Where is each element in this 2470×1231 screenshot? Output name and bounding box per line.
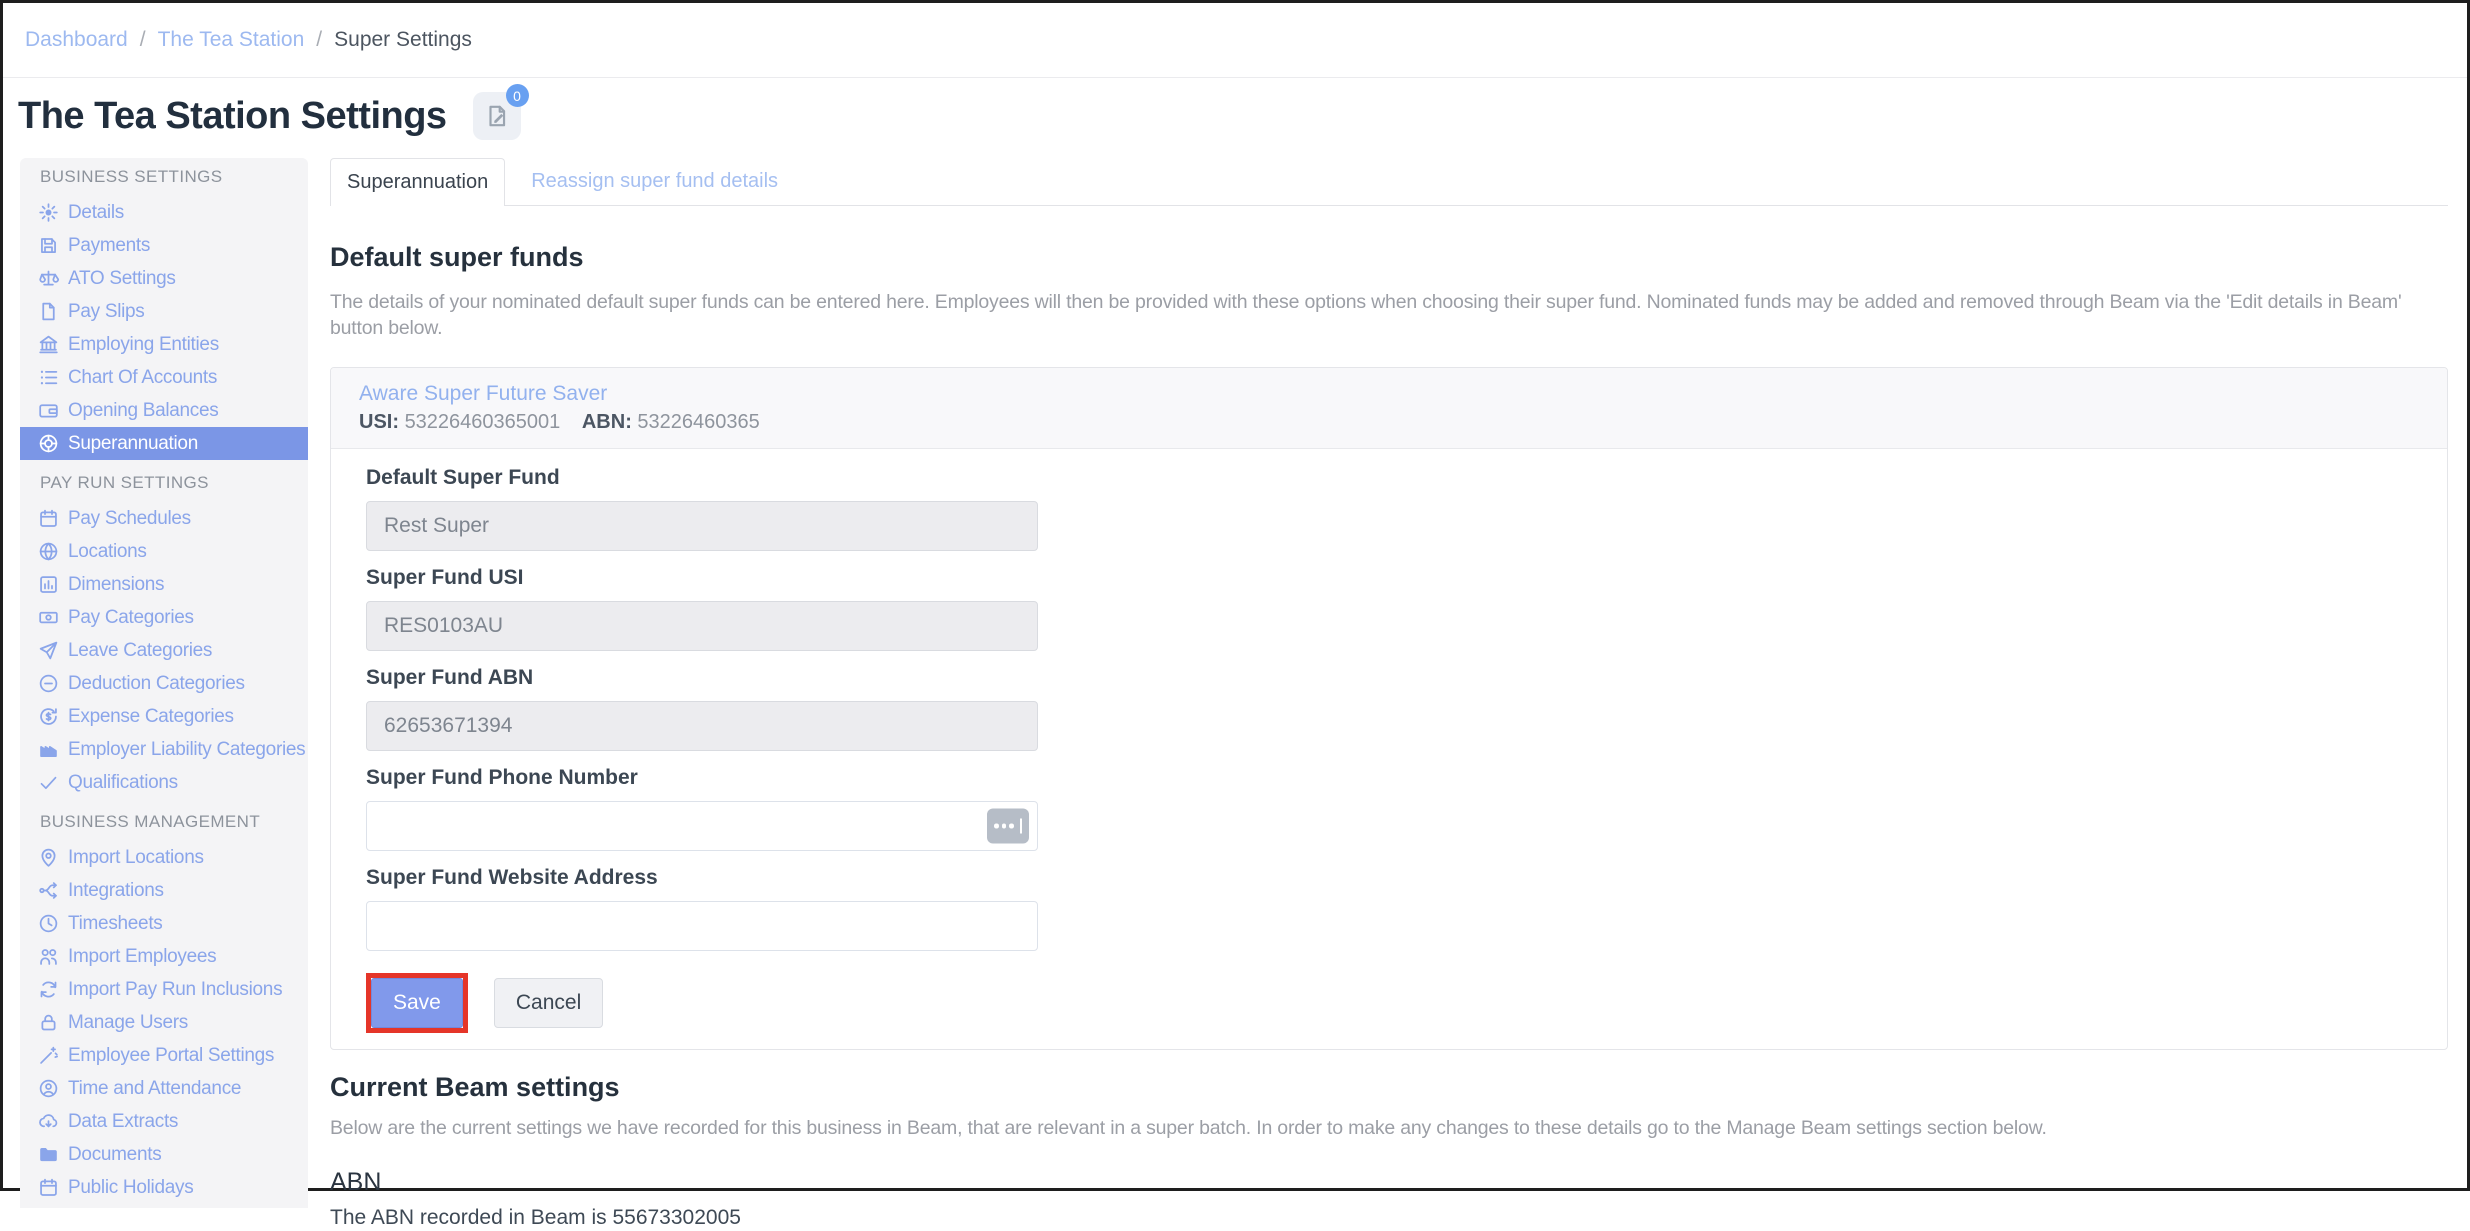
- lock-icon: [38, 1012, 59, 1033]
- sidebar-item-label: Public Holidays: [68, 1176, 194, 1198]
- sidebar-item-pay-schedules[interactable]: [20, 502, 308, 535]
- sidebar-item-documents[interactable]: [20, 1138, 308, 1171]
- sidebar-item-label: Integrations: [68, 879, 164, 901]
- sidebar-item-label: Import Locations: [68, 846, 204, 868]
- sidebar-item-label: Timesheets: [68, 912, 163, 934]
- default-super-funds-description: The details of your nominated default super funds can be entered here. Employees will then be provided with these options when choosing their super fund. Nominated funds may be added and removed through Beam via the 'Edit details in Beam' button below.: [330, 291, 2402, 339]
- sidebar-section-business-settings: [20, 166, 308, 460]
- sidebar-item-locations[interactable]: [20, 535, 308, 568]
- current-beam-settings-description: Below are the current settings we have recorded for this business in Beam, that are relevant in a super batch. In order to make any changes to these details go to the Manage Beam settings section below.: [330, 1117, 2047, 1139]
- fund-panel-body: [331, 449, 2447, 1049]
- breadcrumb-separator: /: [316, 28, 323, 51]
- super-fund-usi-input: [366, 601, 1038, 651]
- sidebar-item-leave-categories[interactable]: [20, 634, 308, 667]
- sidebar-item-label: Documents: [68, 1143, 162, 1165]
- document-edit-icon: [484, 103, 510, 129]
- super-fund-website-address-input[interactable]: [366, 901, 1038, 951]
- sidebar-item-ato-settings[interactable]: [20, 262, 308, 295]
- bar-chart-icon: [38, 574, 59, 595]
- minus-circle-icon: [38, 673, 59, 694]
- abn-value: 53226460365: [637, 411, 760, 433]
- notes-button[interactable]: [473, 87, 521, 140]
- sidebar-item-label: Payments: [68, 234, 151, 256]
- default-super-fund-input: [366, 501, 1038, 551]
- sidebar-item-deduction-categories[interactable]: [20, 667, 308, 700]
- sidebar-item-payments[interactable]: [20, 229, 308, 262]
- sidebar-item-import-employees[interactable]: [20, 940, 308, 973]
- sidebar-item-label: Leave Categories: [68, 639, 213, 661]
- file-icon: [38, 301, 59, 322]
- sidebar-item-label: Employing Entities: [68, 333, 219, 355]
- sidebar-item-employing-entities[interactable]: [20, 328, 308, 361]
- sidebar-item-label: Expense Categories: [68, 705, 234, 727]
- sidebar-item-import-pay-run-inclusions[interactable]: [20, 973, 308, 1006]
- floppy-icon: [38, 235, 59, 256]
- sidebar-item-label: Details: [68, 201, 124, 223]
- folder-icon: [38, 1144, 59, 1165]
- sidebar-item-employer-liability-categories[interactable]: [20, 733, 308, 766]
- sidebar-item-label: Import Employees: [68, 945, 217, 967]
- cloud-download-icon: [38, 1111, 59, 1132]
- tab-bar: [330, 158, 2448, 206]
- abn-label: ABN:: [581, 411, 632, 433]
- sidebar-item-label: Import Pay Run Inclusions: [68, 978, 283, 1000]
- sidebar-item-pay-slips[interactable]: [20, 295, 308, 328]
- sidebar-item-label: Data Extracts: [68, 1110, 179, 1132]
- check-icon: [38, 772, 59, 793]
- super-fund-phone-number-label: Super Fund Phone Number: [366, 766, 638, 789]
- sidebar-item-label: Superannuation: [68, 432, 198, 454]
- sidebar-item-label: Dimensions: [68, 573, 165, 595]
- breadcrumb-dashboard[interactable]: Dashboard: [25, 28, 128, 51]
- sidebar-item-data-extracts[interactable]: [20, 1105, 308, 1138]
- page-header: [3, 78, 2467, 140]
- calendar-icon: [38, 508, 59, 529]
- factory-icon: [38, 739, 59, 760]
- field-super-fund-abn: [366, 665, 2413, 751]
- person-circle-icon: [38, 1078, 59, 1099]
- sidebar-item-label: Pay Slips: [68, 300, 145, 322]
- sidebar-item-expense-categories[interactable]: [20, 700, 308, 733]
- sidebar-item-superannuation[interactable]: [20, 427, 308, 460]
- breadcrumb-the-tea-station[interactable]: The Tea Station: [157, 28, 305, 51]
- bank-icon: [38, 334, 59, 355]
- save-button[interactable]: Save: [371, 978, 463, 1028]
- gear-icon: [38, 202, 59, 223]
- banknote-icon: [38, 607, 59, 628]
- input-mask-icon: [987, 809, 1029, 844]
- sidebar-item-label: Pay Categories: [68, 606, 194, 628]
- sidebar-item-chart-of-accounts[interactable]: [20, 361, 308, 394]
- sidebar-item-integrations[interactable]: [20, 874, 308, 907]
- branch-icon: [38, 880, 59, 901]
- sidebar-item-label: Chart Of Accounts: [68, 366, 218, 388]
- super-fund-abn-label: Super Fund ABN: [366, 666, 534, 689]
- sidebar-item-label: ATO Settings: [68, 267, 176, 289]
- sidebar-section-title: BUSINESS MANAGEMENT: [40, 812, 261, 831]
- sidebar: [20, 158, 308, 1208]
- sidebar-section-title: BUSINESS SETTINGS: [40, 167, 223, 186]
- wallet-icon: [38, 400, 59, 421]
- list-icon: [38, 367, 59, 388]
- sidebar-item-qualifications[interactable]: [20, 766, 308, 799]
- current-beam-settings-heading: Current Beam settings: [330, 1072, 620, 1102]
- button-row: [366, 973, 2413, 1033]
- tab-superannuation[interactable]: Superannuation: [330, 158, 505, 206]
- sidebar-item-label: Manage Users: [68, 1011, 188, 1033]
- usi-value: 53226460365001: [404, 411, 561, 433]
- sidebar-item-opening-balances[interactable]: [20, 394, 308, 427]
- sidebar-item-import-locations[interactable]: [20, 841, 308, 874]
- sidebar-item-public-holidays[interactable]: [20, 1171, 308, 1204]
- sidebar-item-label: Employer Liability Categories: [68, 738, 306, 760]
- sidebar-item-dimensions[interactable]: [20, 568, 308, 601]
- super-fund-usi-label: Super Fund USI: [366, 566, 524, 589]
- sync-icon: [38, 979, 59, 1000]
- sidebar-item-time-and-attendance[interactable]: [20, 1072, 308, 1105]
- sidebar-item-pay-categories[interactable]: [20, 601, 308, 634]
- sidebar-item-manage-users[interactable]: [20, 1006, 308, 1039]
- fund-panel: [330, 367, 2448, 1050]
- sidebar-item-label: Locations: [68, 540, 147, 562]
- breadcrumb: [3, 3, 2467, 78]
- main-content: [330, 158, 2448, 1231]
- clock-icon: [38, 913, 59, 934]
- super-fund-abn-input: [366, 701, 1038, 751]
- plane-icon: [38, 640, 59, 661]
- sidebar-item-label: Opening Balances: [68, 399, 219, 421]
- lifebuoy-icon: [38, 433, 59, 454]
- fund-name-link[interactable]: Aware Super Future Saver: [359, 382, 608, 405]
- sidebar-item-label: Qualifications: [68, 771, 178, 793]
- super-fund-phone-number-input[interactable]: [366, 801, 1038, 851]
- sidebar-section-title: PAY RUN SETTINGS: [40, 473, 209, 492]
- sidebar-item-label: Deduction Categories: [68, 672, 245, 694]
- cancel-button[interactable]: Cancel: [494, 978, 603, 1028]
- breadcrumb-super-settings: Super Settings: [334, 28, 472, 51]
- beam-abn-text: The ABN recorded in Beam is 55673302005: [330, 1206, 741, 1229]
- globe-icon: [38, 541, 59, 562]
- sidebar-item-details[interactable]: [20, 196, 308, 229]
- notes-count-badge: 0: [506, 84, 529, 107]
- field-super-fund-phone-number: [366, 765, 2413, 851]
- beam-abn-heading: ABN: [330, 1168, 382, 1196]
- wand-icon: [38, 1045, 59, 1066]
- field-super-fund-website-address: [366, 865, 2413, 951]
- sidebar-section-business-management: [20, 811, 308, 1204]
- scales-icon: [38, 268, 59, 289]
- field-default-super-fund: [366, 465, 2413, 551]
- people-icon: [38, 946, 59, 967]
- sidebar-item-label: Employee Portal Settings: [68, 1044, 275, 1066]
- map-pin-icon: [38, 847, 59, 868]
- sidebar-item-label: Pay Schedules: [68, 507, 191, 529]
- page-title: The Tea Station Settings: [18, 94, 447, 137]
- breadcrumb-separator: /: [139, 28, 146, 51]
- calendar-icon: [38, 1177, 59, 1198]
- fund-ids: [359, 410, 2419, 435]
- fund-panel-header: [331, 368, 2447, 449]
- save-highlight-annotation: [366, 973, 468, 1033]
- dollar-refresh-icon: [38, 706, 59, 727]
- usi-label: USI:: [359, 411, 399, 433]
- sidebar-item-label: Time and Attendance: [68, 1077, 242, 1099]
- super-fund-website-address-label: Super Fund Website Address: [366, 866, 658, 889]
- sidebar-section-pay-run-settings: [20, 472, 308, 799]
- default-super-funds-heading: Default super funds: [330, 242, 584, 272]
- sidebar-item-timesheets[interactable]: [20, 907, 308, 940]
- field-super-fund-usi: [366, 565, 2413, 651]
- tab-reassign-super-fund-details[interactable]: Reassign super fund details: [531, 170, 779, 192]
- default-super-fund-label: Default Super Fund: [366, 466, 560, 489]
- sidebar-item-employee-portal-settings[interactable]: [20, 1039, 308, 1072]
